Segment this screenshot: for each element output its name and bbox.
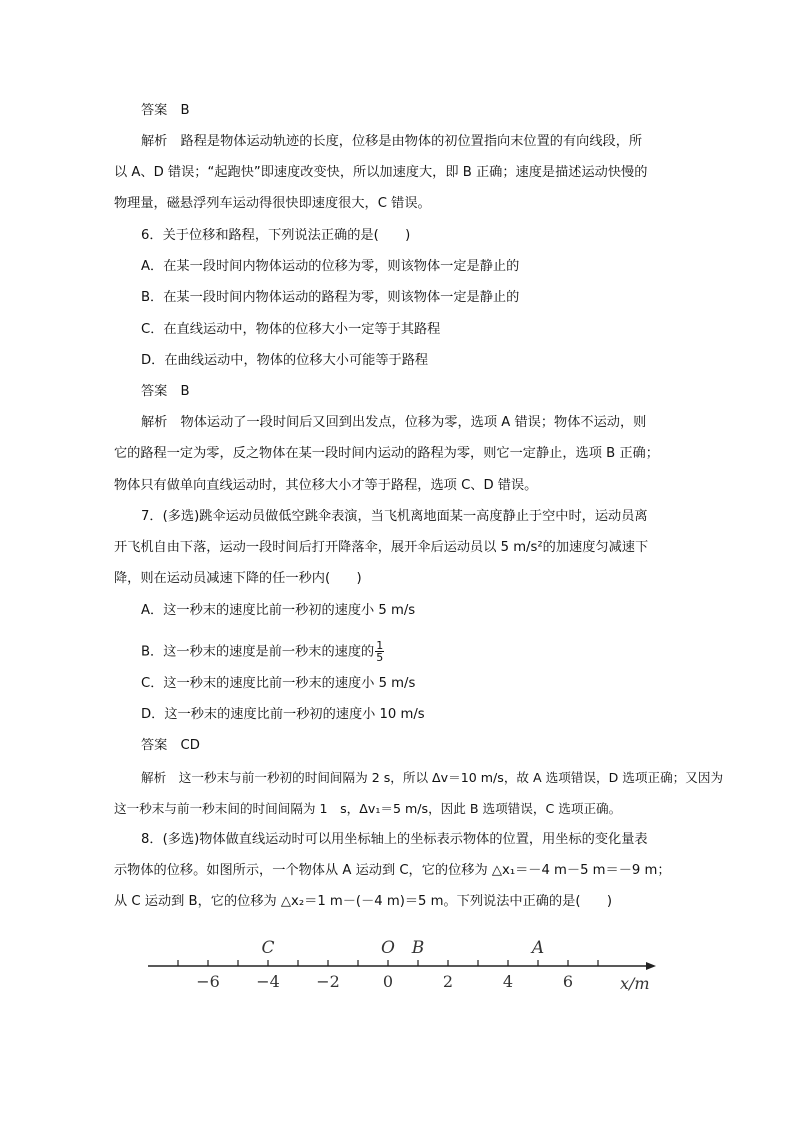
- question-7-stem-line3: 降，则在运动员减速下降的任一秒内( ): [114, 571, 362, 586]
- analysis-6-line2: 它的路程一定为零，反之物体在某一段时间内运动的路程为零，则它一定静止，选项 B 正确；: [114, 446, 659, 461]
- question-6-option-d: D．在曲线运动中，物体的位移大小可能等于路程: [141, 353, 429, 368]
- tick-label: 2: [442, 972, 454, 991]
- question-7-option-b-text: B．这一秒末的速度是前一秒末的速度的: [141, 644, 375, 660]
- question-6-option-a: A．在某一段时间内物体运动的位移为零，则该物体一定是静止的: [141, 259, 520, 274]
- answer-label-6: 答案 B: [141, 384, 190, 399]
- fraction-numerator: 1: [376, 639, 384, 652]
- question-7-option-b: [141, 640, 384, 663]
- tick-label: −4: [256, 972, 280, 991]
- question-7-option-a: A．这一秒末的速度比前一秒初的速度小 5 m/s: [141, 603, 416, 618]
- question-6-stem: 6．关于位移和路程，下列说法正确的是( ): [141, 228, 411, 243]
- tick-label: −6: [196, 972, 220, 991]
- question-8-stem-line1: 8．(多选)物体做直线运动时可以用坐标轴上的坐标表示物体的位置，用坐标的变化量表: [141, 832, 648, 847]
- question-7-stem-line2: 开飞机自由下落，运动一段时间后打开降落伞，展开伞后运动员以 5 m/s²的加速度匀减速下: [114, 540, 649, 555]
- fraction-one-fifth: [375, 640, 384, 663]
- question-7-option-d: D．这一秒末的速度比前一秒初的速度小 10 m/s: [141, 707, 425, 722]
- fraction-denominator: 5: [376, 651, 384, 664]
- question-6-option-c: C．在直线运动中，物体的位移大小一定等于其路程: [141, 322, 441, 337]
- question-8-stem-line3: 从 C 运动到 B，它的位移为 △x₂＝1 m－(－4 m)＝5 m。下列说法中正确的是( ): [114, 894, 612, 909]
- point-label-o: O: [381, 938, 395, 958]
- axis-arrow: [646, 962, 656, 970]
- number-line-figure: [140, 928, 680, 998]
- analysis-7-line2: 这一秒末与前一秒末间的时间间隔为 1 s，Δv₁＝5 m/s，因此 B 选项错误，C 选项正确。: [114, 801, 622, 816]
- answer-label-7: 答案 CD: [141, 738, 200, 753]
- point-label-b: B: [411, 938, 425, 958]
- point-label-c: C: [261, 938, 275, 958]
- analysis-6-line3: 物体只有做单向直线运动时，其位移大小才等于路程，选项 C、D 错误。: [114, 478, 538, 493]
- tick-label: 4: [502, 972, 514, 991]
- question-6-option-b: B．在某一段时间内物体运动的路程为零，则该物体一定是静止的: [141, 290, 520, 305]
- tick-label: 0: [382, 972, 394, 991]
- question-8-stem-line2: 示物体的位移。如图所示，一个物体从 A 运动到 C，它的位移为 △x₁＝－4 m－5 m＝－9 m；: [114, 863, 671, 878]
- analysis-5-line1: 解析 路程是物体运动轨迹的长度，位移是由物体的初位置指向末位置的有向线段，所: [141, 134, 643, 149]
- point-label-a: A: [531, 938, 545, 958]
- analysis-7-line1: 解析 这一秒末与前一秒初的时间间隔为 2 s，所以 Δv＝10 m/s，故 A 选项错误，D 选项正确；又因为: [141, 770, 724, 785]
- question-7-option-c: C．这一秒末的速度比前一秒末的速度小 5 m/s: [141, 676, 416, 691]
- answer-label-5: 答案 B: [141, 103, 190, 118]
- tick-label: −2: [316, 972, 340, 991]
- analysis-6-line1: 解析 物体运动了一段时间后又回到出发点，位移为零，选项 A 错误；物体不运动，则: [141, 415, 647, 430]
- question-7-stem-line1: 7．(多选)跳伞运动员做低空跳伞表演，当飞机离地面某一高度静止于空中时，运动员离: [141, 509, 648, 524]
- tick-label: 6: [562, 972, 574, 991]
- axis-unit-label: x/m: [620, 974, 650, 993]
- analysis-5-line2: 以 A、D 错误；“起跑快”即速度改变快，所以加速度大，即 B 正确；速度是描述运动快慢的: [114, 165, 648, 180]
- analysis-5-line3: 物理量，磁悬浮列车运动得很快即速度很大，C 错误。: [114, 196, 431, 211]
